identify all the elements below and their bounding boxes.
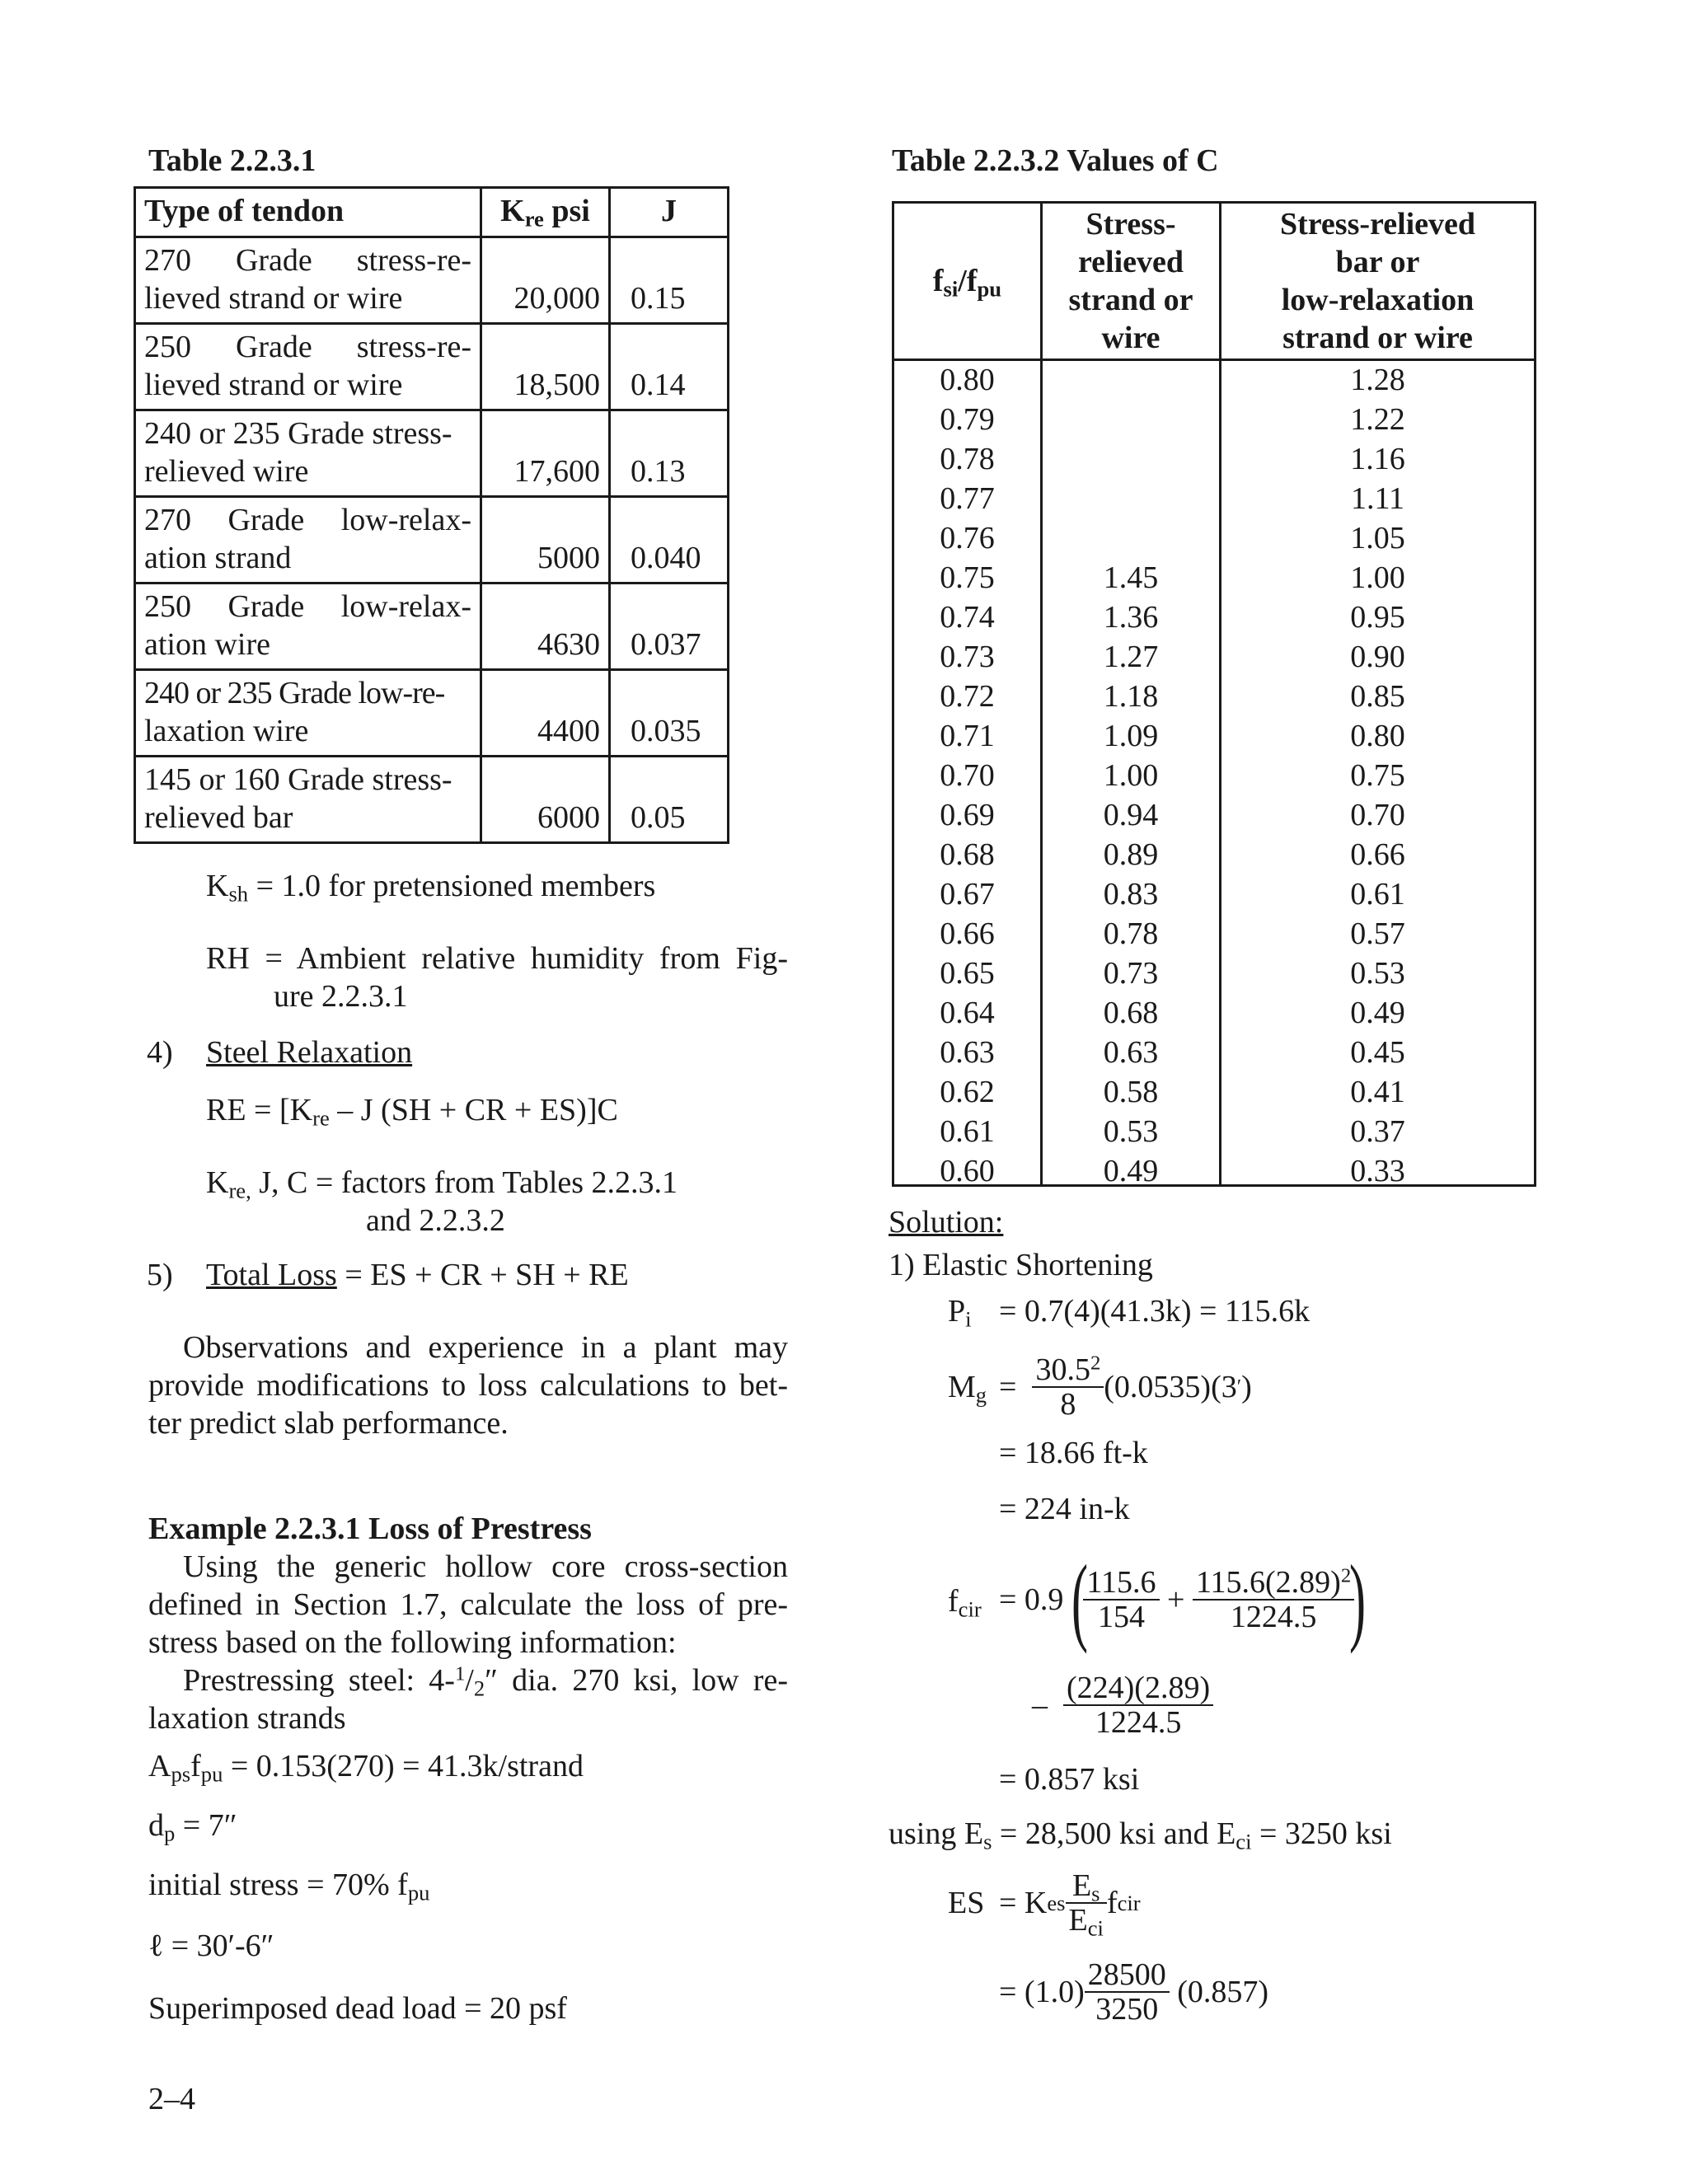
low-relaxation-c-cell: 0.95 bbox=[1350, 600, 1405, 635]
table-row bbox=[135, 237, 729, 324]
ratio-cell: 0.72 bbox=[940, 679, 995, 714]
low-relaxation-c-cell: 0.75 bbox=[1350, 758, 1405, 793]
ratio-cell: 0.63 bbox=[940, 1035, 995, 1070]
es-equation: = K es $\frac{E_s}{E_{ci}}$ f cir bbox=[999, 1868, 1141, 1941]
stress-relieved-c-cell: 1.18 bbox=[1103, 679, 1159, 714]
example-line1: Using the generic hollow core cross-section bbox=[183, 1549, 788, 1584]
table-row bbox=[135, 583, 729, 670]
ratio-cell: 0.64 bbox=[940, 996, 995, 1030]
low-relaxation-c-cell: 0.49 bbox=[1350, 996, 1405, 1030]
ratio-cell: 0.74 bbox=[940, 600, 995, 635]
low-relaxation-c-cell: 0.33 bbox=[1350, 1154, 1405, 1188]
es-equation-2: = (1.0) $\frac{28500}{3250}$ (0.857) bbox=[999, 1957, 1269, 2027]
tendon-type-cell: 250 Grade stress-re- lieved strand or wire bbox=[135, 324, 481, 410]
ratio-cell: 0.70 bbox=[940, 758, 995, 793]
obs-line1: Observations and experience in a plant may bbox=[183, 1330, 788, 1365]
stress-relieved-c-cell: 0.58 bbox=[1103, 1075, 1159, 1109]
tendon-type-cell: 270 Grade low-relax- ation strand bbox=[135, 497, 481, 583]
kre-cell: 6000 bbox=[481, 757, 610, 843]
step5-total-loss: Total Loss = ES + CR + SH + RE bbox=[206, 1258, 629, 1292]
ratio-cell: 0.73 bbox=[940, 640, 995, 674]
mg-symbol: $M_g$ bbox=[948, 1370, 987, 1408]
ratio-cell: 0.65 bbox=[940, 956, 995, 991]
fcir-symbol: $f_{cir}$ bbox=[948, 1584, 982, 1622]
stress-relieved-c-cell: 0.53 bbox=[1103, 1114, 1159, 1149]
low-relaxation-c-cell: 0.45 bbox=[1350, 1035, 1405, 1070]
mg-equation: = $\frac{30.5^2}{8}$ (0.0535)(3 ′ ) bbox=[999, 1352, 1252, 1422]
step4-number: 4) bbox=[147, 1035, 173, 1070]
step1-elastic-shortening: 1) Elastic Shortening bbox=[889, 1248, 1153, 1282]
tendon-type-cell: 145 or 160 Grade stress- relieved bar bbox=[135, 757, 481, 843]
aps-fpu-line: $A_{ps}f_{pu} = 0.153(270)$ = 41.3k/strand bbox=[148, 1749, 584, 1787]
header-fsi-fpu: $f_{si}/f_{pu}$ bbox=[932, 264, 1002, 302]
ratio-cell: 0.78 bbox=[940, 442, 995, 476]
es-symbol: ES bbox=[948, 1886, 985, 1920]
pi-symbol: $P_i$ bbox=[948, 1294, 972, 1332]
fcir-subtract-term: – $\frac{(224)(2.89)}{1224.5}$ bbox=[1032, 1668, 1213, 1742]
fcir-fraction-1: $\frac{115.6}{154}$ bbox=[1083, 1566, 1159, 1633]
stress-relieved-c-cell: 0.89 bbox=[1103, 837, 1159, 872]
stress-relieved-c-cell: 0.78 bbox=[1103, 916, 1159, 951]
fcir-fraction-3: $\frac{(224)(2.89)}{1224.5}$ bbox=[1063, 1671, 1213, 1739]
j-cell: 0.05 bbox=[610, 757, 729, 843]
low-relaxation-c-cell: 0.41 bbox=[1350, 1075, 1405, 1109]
modulus-line: using $E_s = 28,500$ ksi and $E_{ci} = 3250$ ksi bbox=[889, 1816, 1392, 1854]
tendon-type-cell: 250 Grade low-relax- ation wire bbox=[135, 583, 481, 670]
fcir-equation: = 0.9 ( $\frac{115.6}{154}$ + $\frac{115.6(2.89)^2}{1224.5}$ ) bbox=[999, 1544, 1367, 1654]
factors-definition: $K_{re,}$ J, C = factors from Tables 2.2.3.1 bbox=[206, 1165, 678, 1203]
table-row bbox=[135, 497, 729, 583]
pi-equation: = 0.7(4)(41.3k) = 115.6k bbox=[999, 1294, 1311, 1329]
ratio-cell: 0.60 bbox=[940, 1154, 995, 1188]
stress-relieved-c-cell: 1.27 bbox=[1103, 640, 1159, 674]
page-number: 2–4 bbox=[148, 2082, 195, 2116]
low-relaxation-c-cell: 1.22 bbox=[1350, 402, 1405, 437]
stress-relieved-c-cell bbox=[1043, 518, 1219, 558]
table2-title: Table 2.2.3.2 Values of C bbox=[892, 143, 1219, 178]
ratio-cell: 0.79 bbox=[940, 402, 995, 437]
stress-relieved-c-cell: 0.73 bbox=[1103, 956, 1159, 991]
low-relaxation-c-cell: 0.66 bbox=[1350, 837, 1405, 872]
table-row bbox=[135, 757, 729, 843]
rh-definition-line2: ure 2.2.3.1 bbox=[274, 979, 408, 1014]
table-row bbox=[135, 324, 729, 410]
values-of-c-table bbox=[892, 201, 1536, 1187]
dp-line: $d_p = 7''$ bbox=[148, 1808, 237, 1846]
ratio-cell: 0.76 bbox=[940, 521, 995, 555]
stress-relieved-c-cell bbox=[1043, 360, 1219, 400]
ratio-cell: 0.62 bbox=[940, 1075, 995, 1109]
ratio-cell: 0.66 bbox=[940, 916, 995, 951]
mg-fraction: $\frac{30.5^2}{8}$ bbox=[1032, 1353, 1104, 1421]
example-line3: stress based on the following information: bbox=[148, 1625, 677, 1660]
initial-stress-line: initial stress = 70% $f_{pu}$ bbox=[148, 1868, 430, 1905]
example-title: Example 2.2.3.1 Loss of Prestress bbox=[148, 1511, 592, 1546]
low-relaxation-c-cell: 0.37 bbox=[1350, 1114, 1405, 1149]
stress-relieved-c-cell: 1.00 bbox=[1103, 758, 1159, 793]
low-relaxation-c-cell: 0.61 bbox=[1350, 877, 1405, 912]
stress-relieved-c-cell: 0.49 bbox=[1103, 1154, 1159, 1188]
header-stress-relieved-strand: Stress- relieved strand or wire bbox=[1068, 207, 1193, 355]
ratio-cell: 0.69 bbox=[940, 798, 995, 832]
low-relaxation-c-cell: 1.28 bbox=[1350, 363, 1405, 397]
step5-number: 5) bbox=[147, 1258, 173, 1292]
rh-definition-line1: RH = Ambient relative humidity from Fig- bbox=[206, 941, 788, 976]
low-relaxation-c-cell: 0.57 bbox=[1350, 916, 1405, 951]
j-cell: 0.040 bbox=[610, 497, 729, 583]
low-relaxation-c-cell: 0.80 bbox=[1350, 719, 1405, 753]
solution-heading: Solution: bbox=[889, 1205, 1004, 1240]
kre-cell: 18,500 bbox=[481, 324, 610, 410]
low-relaxation-c-cell: 0.53 bbox=[1350, 956, 1405, 991]
stress-relieved-c-cell: 0.63 bbox=[1103, 1035, 1159, 1070]
dead-load-line: Superimposed dead load = 20 psf bbox=[148, 1991, 567, 2026]
low-relaxation-c-cell: 1.16 bbox=[1350, 442, 1405, 476]
header-kre-psi: $K_{re}$ psi bbox=[481, 188, 610, 237]
ratio-cell: 0.71 bbox=[940, 719, 995, 753]
ratio-cell: 0.61 bbox=[940, 1114, 995, 1149]
es-fraction: $\frac{E_s}{E_{ci}}$ bbox=[1066, 1869, 1107, 1937]
header-type-of-tendon: Type of tendon bbox=[135, 188, 481, 237]
tendon-type-cell: 240 or 235 Grade stress- relieved wire bbox=[135, 410, 481, 497]
low-relaxation-c-cell: 1.11 bbox=[1350, 481, 1405, 516]
ratio-cell: 0.80 bbox=[940, 363, 995, 397]
example-line4: Prestressing steel: $4-^1/_2''$ dia. 270 ksi, low re- bbox=[183, 1662, 788, 1701]
low-relaxation-c-cell: 0.85 bbox=[1350, 679, 1405, 714]
kre-cell: 4630 bbox=[481, 583, 610, 670]
j-cell: 0.14 bbox=[610, 324, 729, 410]
stress-relieved-c-cell: 1.45 bbox=[1103, 560, 1159, 595]
j-cell: 0.15 bbox=[610, 237, 729, 324]
re-equation: RE = [$K_{re}$ – J (SH + CR + ES)]C bbox=[206, 1093, 618, 1131]
kre-cell: 4400 bbox=[481, 670, 610, 757]
stress-relieved-c-cell bbox=[1043, 400, 1219, 439]
stress-relieved-c-cell bbox=[1043, 439, 1219, 479]
kre-cell: 20,000 bbox=[481, 237, 610, 324]
header-low-relaxation: Stress-relieved bar or low-relaxation strand or wire bbox=[1279, 207, 1476, 355]
ratio-cell: 0.67 bbox=[940, 877, 995, 912]
column-low-relaxation bbox=[1221, 360, 1534, 1191]
column-stress-relieved bbox=[1043, 360, 1219, 1191]
tendon-table bbox=[134, 186, 729, 844]
kre-cell: 5000 bbox=[481, 497, 610, 583]
column-fsi-fpu bbox=[894, 360, 1040, 1191]
mg-result-ftk: = 18.66 ft-k bbox=[999, 1436, 1148, 1470]
low-relaxation-c-cell: 1.00 bbox=[1350, 560, 1405, 595]
example-line2: defined in Section 1.7, calculate the loss of pre- bbox=[148, 1587, 788, 1622]
tendon-type-cell: 270 Grade stress-re- lieved strand or wire bbox=[135, 237, 481, 324]
fcir-fraction-2: $\frac{115.6(2.89)^2}{1224.5}$ bbox=[1193, 1566, 1354, 1633]
tendon-type-cell: 240 or 235 Grade low-re- laxation wire bbox=[135, 670, 481, 757]
stress-relieved-c-cell: 0.94 bbox=[1103, 798, 1159, 832]
ratio-cell: 0.75 bbox=[940, 560, 995, 595]
mg-result-ink: = 224 in-k bbox=[999, 1492, 1130, 1526]
obs-line2: provide modifications to loss calculations to bet- bbox=[148, 1368, 788, 1403]
table-row bbox=[135, 410, 729, 497]
low-relaxation-c-cell: 0.90 bbox=[1350, 640, 1405, 674]
low-relaxation-c-cell: 0.70 bbox=[1350, 798, 1405, 832]
span-length-line: ℓ = 30′-6″ bbox=[148, 1929, 274, 1963]
j-cell: 0.035 bbox=[610, 670, 729, 757]
table-row bbox=[135, 670, 729, 757]
kre-cell: 17,600 bbox=[481, 410, 610, 497]
stress-relieved-c-cell bbox=[1043, 479, 1219, 518]
ratio-cell: 0.68 bbox=[940, 837, 995, 872]
stress-relieved-c-cell: 1.36 bbox=[1103, 600, 1159, 635]
ratio-cell: 0.77 bbox=[940, 481, 995, 516]
stress-relieved-c-cell: 1.09 bbox=[1103, 719, 1159, 753]
step4-title: Steel Relaxation bbox=[206, 1035, 413, 1070]
stress-relieved-c-cell: 0.83 bbox=[1103, 877, 1159, 912]
fcir-result: = 0.857 ksi bbox=[999, 1762, 1140, 1797]
stress-relieved-c-cell: 0.68 bbox=[1103, 996, 1159, 1030]
example-line5: laxation strands bbox=[148, 1701, 346, 1736]
obs-line3: ter predict slab performance. bbox=[148, 1406, 509, 1441]
j-cell: 0.037 bbox=[610, 583, 729, 670]
j-cell: 0.13 bbox=[610, 410, 729, 497]
table1-title: Table 2.2.3.1 bbox=[148, 143, 316, 178]
low-relaxation-c-cell: 1.05 bbox=[1350, 521, 1405, 555]
es2-fraction: $\frac{28500}{3250}$ bbox=[1085, 1958, 1170, 2026]
ksh-definition: $K_{sh} = 1.0$ for pretensioned members bbox=[206, 869, 656, 907]
factors-definition-line2: and 2.2.3.2 bbox=[366, 1203, 505, 1238]
table-header-row bbox=[135, 188, 729, 237]
header-j: J bbox=[610, 188, 729, 237]
